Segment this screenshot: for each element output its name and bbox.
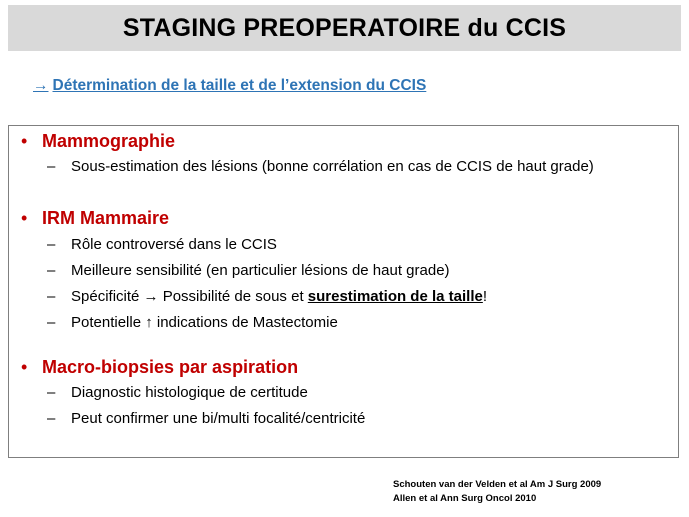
bullet-icon: •: [21, 208, 28, 228]
dash-icon: –: [47, 158, 56, 175]
item-text: Potentielle ↑ indications de Mastectomie: [71, 314, 338, 331]
section-title: Mammographie: [42, 131, 176, 151]
section-title: Macro-biopsies par aspiration: [42, 357, 299, 377]
section-title: IRM Mammaire: [42, 208, 170, 228]
title-bar: [8, 5, 681, 51]
dash-icon: –: [47, 236, 56, 253]
references: [393, 478, 601, 506]
right-arrow-icon: →: [33, 77, 49, 94]
dash-icon: –: [47, 410, 56, 427]
bullet-icon: •: [21, 357, 28, 377]
section-mammographie: [9, 129, 678, 182]
dash-icon: –: [47, 384, 56, 401]
list-item: [9, 382, 678, 408]
item-text: Diagnostic histologique de certitude: [71, 384, 308, 401]
content-box: [8, 125, 679, 458]
subtitle-text: Détermination de la taille et de l’extension du CCIS: [52, 77, 427, 94]
dash-icon: –: [47, 314, 56, 331]
subtitle: [33, 77, 426, 95]
item-text: Peut confirmer une bi/multi focalité/centricité: [71, 410, 366, 427]
item-text: Sous-estimation des lésions (bonne corrélation en cas de CCIS de haut grade): [71, 158, 594, 175]
section-macro-biopsies: [9, 355, 678, 434]
item-text-suffix: !: [482, 288, 488, 305]
item-text: [71, 286, 487, 308]
section-irm: [9, 206, 678, 338]
reference-line: Schouten van der Velden et al Am J Surg 2009: [393, 479, 602, 490]
dash-icon: –: [47, 288, 56, 305]
item-text: Rôle controversé dans le CCIS: [71, 236, 277, 253]
list-item: [9, 408, 678, 434]
item-text-emphasis: surestimation de la taille: [307, 288, 483, 305]
list-item: [9, 286, 678, 312]
item-text: Meilleure sensibilité (en particulier lésions de haut grade): [71, 262, 450, 279]
dash-icon: –: [47, 262, 56, 279]
list-item: [9, 156, 678, 182]
list-item: [9, 234, 678, 260]
slide-title: STAGING PREOPERATOIRE du CCIS: [122, 13, 567, 42]
list-item: [9, 260, 678, 286]
reference-line: Allen et al Ann Surg Oncol 2010: [393, 493, 537, 504]
bullet-icon: •: [21, 131, 28, 151]
item-text-prefix: Spécificité → Possibilité de sous et: [71, 288, 308, 305]
list-item: [9, 312, 678, 338]
